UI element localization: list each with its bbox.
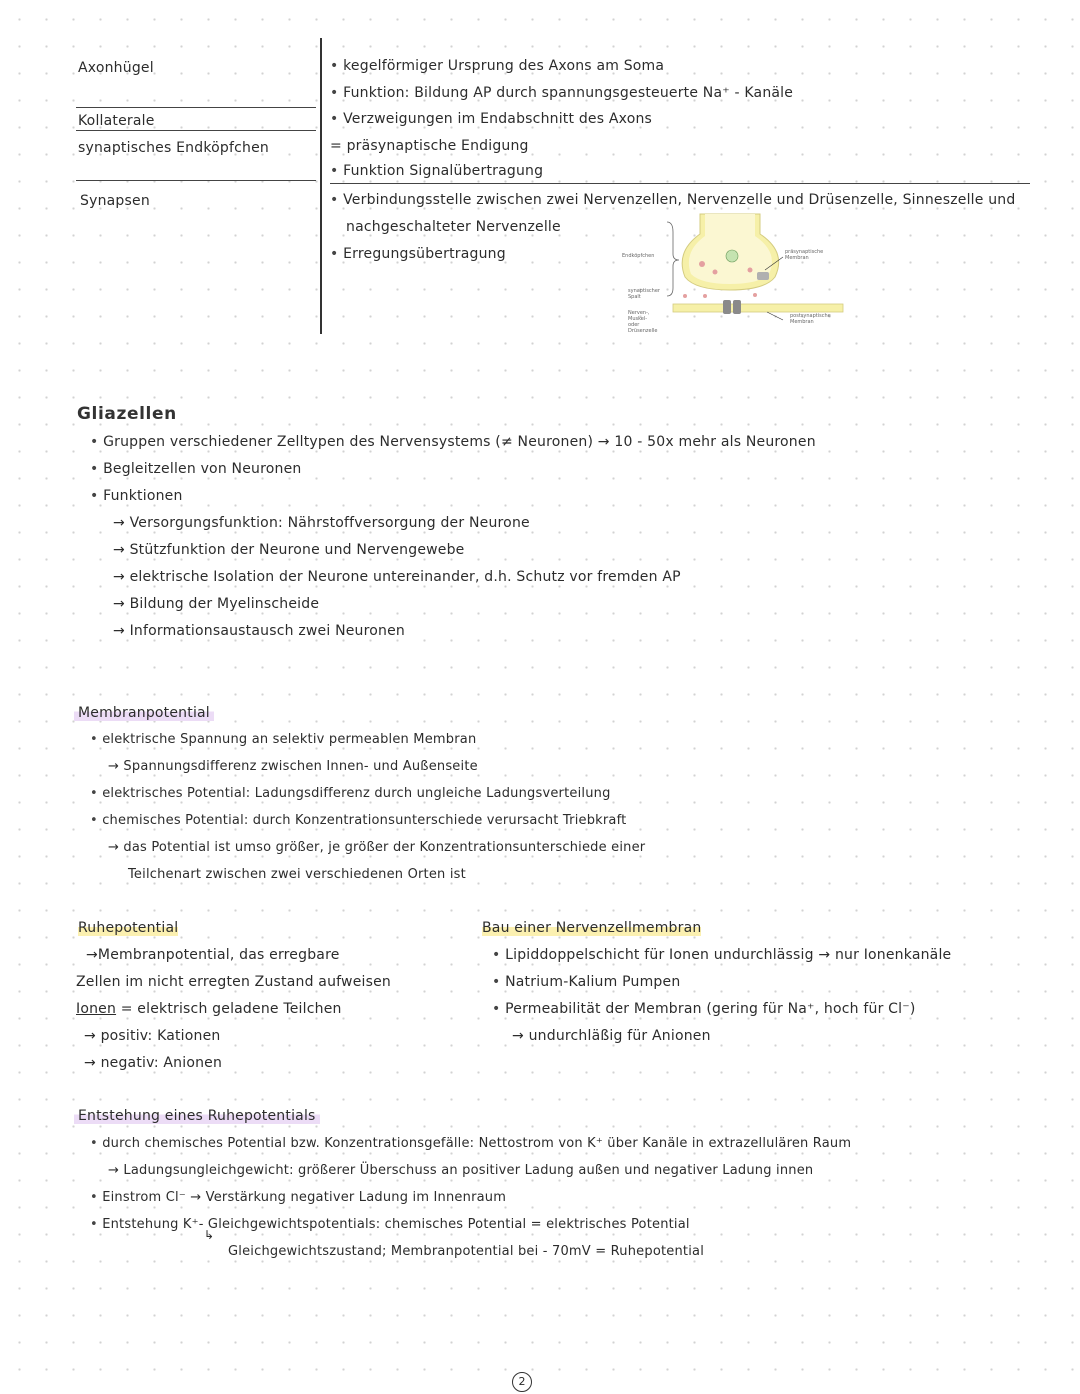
bullet-item: • Einstrom Cl⁻ → Verstärkung negativer Ladung im Innenraum	[90, 1190, 506, 1205]
table-desc: • kegelförmiger Ursprung des Axons am Soma	[330, 58, 664, 74]
bullet-item: • Entstehung K⁺- Gleichgewichtspotentials: chemisches Potential = elektrisches Potential	[90, 1217, 690, 1232]
arrow-icon: ↳	[204, 1228, 215, 1242]
page-number: 2	[512, 1372, 532, 1392]
table-desc: = präsynaptische Endigung	[330, 138, 529, 154]
table-desc: • Verbindungsstelle zwischen zwei Nervenzellen, Nervenzelle und Drüsenzelle, Sinneszelle und	[330, 192, 1015, 208]
sub-item: Teilchenart zwischen zwei verschiedenen Orten ist	[128, 867, 466, 882]
table-desc: • Funktion: Bildung AP durch spannungsgesteuerte Na⁺ - Kanäle	[330, 85, 793, 101]
text-line: → negativ: Anionen	[84, 1055, 223, 1071]
sub-item: Gleichgewichtszustand; Membranpotential bei - 70mV = Ruhepotential	[228, 1244, 705, 1259]
table-term: synaptisches Endköpfchen	[78, 140, 269, 156]
text-line: →Membranpotential, das erregbare	[86, 947, 340, 963]
table-desc: • Erregungsübertragung	[330, 246, 506, 262]
bullet-item: • elektrisches Potential: Ladungsdifferenz durch ungleiche Ladungsverteilung	[90, 786, 611, 801]
table-desc: • Funktion Signalübertragung	[330, 163, 543, 179]
sub-item: → Spannungsdifferenz zwischen Innen- und Außenseite	[108, 759, 478, 774]
label-zielzelle: Nerven-, Muskel- oder Drüsenzelle	[628, 310, 658, 334]
section-heading: Gliazellen	[77, 404, 177, 424]
label-endknoepfchen: Endköpfchen	[622, 253, 655, 259]
bullet-item: • elektrische Spannung an selektiv permeablen Membran	[90, 732, 476, 747]
table-row-divider	[330, 183, 1030, 184]
function-item: → Informationsaustausch zwei Neuronen	[113, 623, 406, 639]
bullet-item: • Permeabilität der Membran (gering für Na⁺, hoch für Cl⁻)	[492, 1001, 916, 1017]
text-line: → positiv: Kationen	[84, 1028, 221, 1044]
bullet-item: • Natrium-Kalium Pumpen	[492, 974, 680, 990]
table-desc: • Verzweigungen im Endabschnitt des Axons	[330, 111, 652, 127]
label-postsynaptische-membran: postsynaptische Membran	[790, 313, 831, 325]
table-term: Synapsen	[80, 193, 150, 209]
text-line: Zellen im nicht erregten Zustand aufweisen	[76, 974, 391, 990]
bullet-item: • Begleitzellen von Neuronen	[90, 461, 301, 477]
label-praesynaptische-membran: präsynaptische Membran	[785, 249, 824, 261]
bullet-item: • chemisches Potential: durch Konzentrationsunterschiede verursacht Triebkraft	[90, 813, 626, 828]
table-row-divider	[76, 107, 316, 108]
table-desc: nachgeschalteter Nervenzelle	[346, 219, 561, 235]
sub-item: → undurchläßig für Anionen	[512, 1028, 711, 1044]
table-term: Axonhügel	[78, 60, 154, 76]
function-item: → Stützfunktion der Neurone und Nervengewebe	[113, 542, 465, 558]
ionen-term: Ionen	[76, 1001, 117, 1017]
section-heading: Entstehung eines Ruhepotentials	[74, 1108, 320, 1124]
sub-item: → Ladungsungleichgewicht: größerer Überschuss an positiver Ladung außen und negativer Ladung innen	[108, 1163, 814, 1178]
section-heading: Bau einer Nervenzellmembran	[482, 920, 702, 936]
bullet-item: • Funktionen	[90, 488, 183, 504]
function-item: → elektrische Isolation der Neurone untereinander, d.h. Schutz vor fremden AP	[113, 569, 681, 585]
table-term: Kollaterale	[78, 113, 155, 129]
sub-item: → das Potential ist umso größer, je größer der Konzentrationsunterschiede einer	[108, 840, 646, 855]
bullet-item: • Lipiddoppelschicht für Ionen undurchlässig → nur Ionenkanäle	[492, 947, 951, 963]
bullet-item: • durch chemisches Potential bzw. Konzentrationsgefälle: Nettostrom von K⁺ über Kanäle in extrazellulären Raum	[90, 1136, 851, 1151]
table-row-divider	[76, 180, 316, 181]
label-synaptischer-spalt: synaptischer Spalt	[628, 288, 660, 300]
table-vertical-divider	[320, 38, 322, 334]
text-line	[76, 1001, 342, 1017]
function-item: → Versorgungsfunktion: Nährstoffversorgung der Neurone	[113, 515, 530, 531]
table-row-divider	[76, 130, 316, 131]
section-heading: Membranpotential	[74, 705, 214, 721]
ionen-definition: = elektrisch geladene Teilchen	[116, 1001, 342, 1017]
section-heading: Ruhepotential	[78, 920, 179, 936]
bullet-item: • Gruppen verschiedener Zelltypen des Nervensystems (≠ Neuronen) → 10 - 50x mehr als Neuronen	[90, 434, 816, 450]
function-item: → Bildung der Myelinscheide	[113, 596, 320, 612]
